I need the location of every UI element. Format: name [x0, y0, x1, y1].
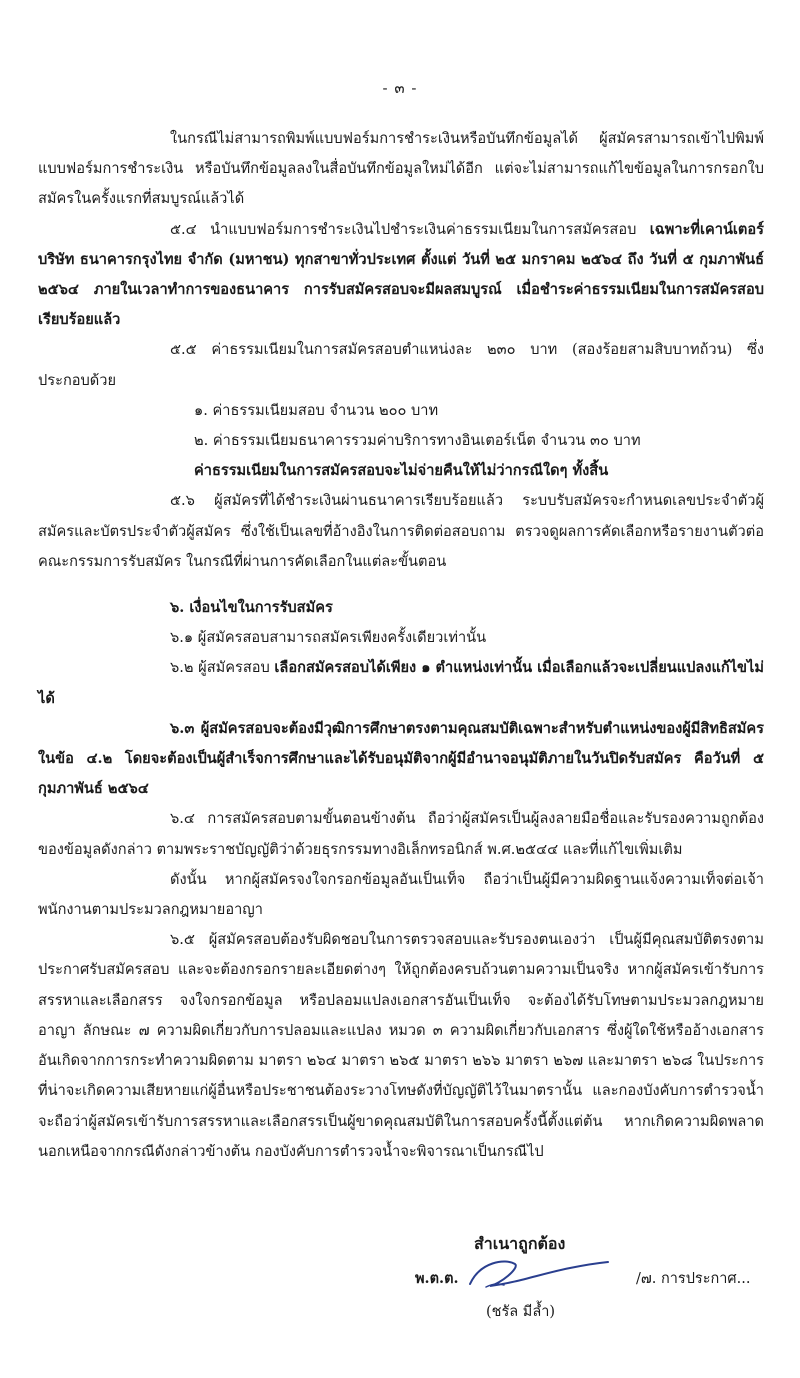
- certification-block: [0, 1232, 800, 1352]
- paragraph-5-4-emphasis: เฉพาะที่เคาน์เตอร์ บริษัท ธนาคารกรุงไทย จำกัด (มหาชน) ทุกสาขาทั่วประเทศ ตั้งแต่ วันที่ ๒๕ มกราคม ๒๕๖๔ ถึง วันที่ ๕ กุมภาพันธ์ ๒๕๖๔ ภายในเวลาทำการของธนาคาร การรับสมัครสอบจะมีผลสมบูรณ์ เมื่อชำระค่าธรรมเนียมในการสมัครสอบเรียบร้อยแล้ว: [38, 220, 764, 329]
- section-6-title: ๖. เงื่อนไขในการรับสมัคร: [170, 599, 333, 617]
- clause-6-2: [38, 653, 764, 713]
- signer-rank: พ.ต.ต.: [415, 1270, 459, 1287]
- paragraph-5-4: [38, 215, 764, 336]
- fee-item-1: ๑. ค่าธรรมเนียมสอบ จำนวน ๒๐๐ บาท: [194, 401, 439, 419]
- clause-6-1: ๖.๑ ผู้สมัครสอบสามารถสมัครเพียงครั้งเดียวเท่านั้น: [170, 629, 487, 647]
- clause-6-5: ๖.๕ ผู้สมัครสอบต้องรับผิดชอบในการตรวจสอบและรับรองตนเองว่า เป็นผู้มีคุณสมบัติตรงตามประกาศรับสมัครสอบ และจะต้องกรอกรายละเอียดต่างๆ ให้ถูกต้องครบถ้วนตามความเป็นจริง หากผู้สมัครเข้ารับการสรรหาและเลือกสรร จงใจกรอกข้อมูล หรือปลอมแปลงเอกสารอันเป็นเท็จ จะต้องได้รับโทษตามประมวลกฎหมายอาญา ลักษณะ ๗ ความผิดเกี่ยวกับการปลอมและแปลง หมวด ๓ ความผิดเกี่ยวกับเอกสาร ซึ่งผู้ใดใช้หรืออ้างเอกสารอันเกิดจากการกระทำความผิดตาม มาตรา ๒๖๔ มาตรา ๒๖๕ มาตรา ๒๖๖ มาตรา ๒๖๗ และมาตรา ๒๖๘ ในประการที่น่าจะเกิดความเสียหายแก่ผู้อื่นหรือประชาชนต้องระวางโทษดังที่บัญญัติไว้ในมาตรานั้น และกองบังคับการตำรวจน้ำจะถือว่าผู้สมัครเข้ารับการสรรหาและเลือกสรรเป็นผู้ขาดคุณสมบัติในการสอบครั้งนี้ตั้งแต่ต้น หากเกิดความผิดพลาดนอกเหนือจากกรณีดังกล่าวข้างต้น กองบังคับการตำรวจน้ำจะพิจารณาเป็นกรณีไป: [38, 931, 764, 1160]
- clause-6-4: ๖.๔ การสมัครสอบตามขั้นตอนข้างต้น ถือว่าผู้สมัครเป็นผู้ลงลายมือชื่อและรับรองความถูกต้องของข้อมูลดังกล่าว ตามพระราชบัญญัติว่าด้วยธุรกรรมทางอิเล็กทรอนิกส์ พ.ศ.๒๕๔๔ และที่แก้ไขเพิ่มเติม: [38, 810, 764, 858]
- paragraph-5-5: ๕.๕ ค่าธรรมเนียมในการสมัครสอบตำแหน่งละ ๒๓๐ บาท (สองร้อยสามสิบบาทถ้วน) ซึ่งประกอบด้วย: [38, 341, 764, 389]
- section-gap: [38, 577, 764, 593]
- paragraph-5-6: ๕.๖ ผู้สมัครที่ได้ชำระเงินผ่านธนาคารเรียบร้อยแล้ว ระบบรับสมัครจะกำหนดเลขประจำตัวผู้สมัครและบัตรประจำตัวผู้สมัคร ซึ่งใช้เป็นเลขที่อ้างอิงในการติดต่อสอบถาม ตรวจดูผลการคัดเลือกหรือรายงานตัวต่อคณะกรรมการรับสมัคร ในกรณีที่ผ่านการคัดเลือกในแต่ละขั้นตอน: [38, 492, 764, 570]
- fee-item-2: ๒. ค่าธรรมเนียมธนาคารรวมค่าบริการทางอินเตอร์เน็ต จำนวน ๓๐ บาท: [194, 432, 641, 450]
- fee-non-refundable-note: ค่าธรรมเนียมในการสมัครสอบจะไม่จ่ายคืนให้ไม่ว่ากรณีใดๆ ทั้งสิ้น: [194, 462, 609, 480]
- document-body: [38, 124, 764, 1167]
- paragraph-5-4-text: ๕.๔ นำแบบฟอร์มการชำระเงินไปชำระเงินค่าธรรมเนียมในการสมัครสอบ: [170, 220, 650, 238]
- certified-copy-label: สำเนาถูกต้อง: [474, 1234, 566, 1253]
- clause-6-2-emphasis: เลือกสมัครสอบได้เพียง ๑ ตำแหน่งเท่านั้น เมื่อเลือกแล้วจะเปลี่ยนแปลงแก้ไขไม่ได้: [38, 659, 764, 707]
- page-number: - ๓ -: [382, 79, 418, 97]
- clause-6-4-continued: ดังนั้น หากผู้สมัครจงใจกรอกข้อมูลอันเป็นเท็จ ถือว่าเป็นผู้มีความผิดฐานแจ้งความเท็จต่อเจ้าพนักงานตามประมวลกฎหมายอาญา: [38, 870, 764, 919]
- paragraph-payment-form-reprint: ในกรณีไม่สามารถพิมพ์แบบฟอร์มการชำระเงินหรือบันทึกข้อมูลได้ ผู้สมัครสามารถเข้าไปพิมพ์แบบฟอร์มการชำระเงิน หรือบันทึกข้อมูลลงในสื่อบันทึกข้อมูลใหม่ได้อีก แต่จะไม่สามารถแก้ไขข้อมูลในการกรอกใบสมัครในครั้งแรกที่สมบูรณ์แล้วได้: [38, 130, 764, 208]
- handwritten-signature: [460, 1254, 610, 1294]
- clause-6-2-text: ๖.๒ ผู้สมัครสอบ: [170, 659, 275, 677]
- continued-next-page: /๗. การประกาศ...: [636, 1271, 751, 1287]
- clause-6-3: ๖.๓ ผู้สมัครสอบจะต้องมีวุฒิการศึกษาตรงตามคุณสมบัติเฉพาะสำหรับตำแหน่งของผู้มีสิทธิสมัคร ในข้อ ๔.๒ โดยจะต้องเป็นผู้สำเร็จการศึกษาและได้รับอนุมัติจากผู้มีอำนาจอนุมัติภายในวันปิดรับสมัคร คือวันที่ ๕ กุมภาพันธ์ ๒๕๖๔: [38, 719, 764, 798]
- signer-name: (ชรัล มีล้ำ): [486, 1304, 556, 1320]
